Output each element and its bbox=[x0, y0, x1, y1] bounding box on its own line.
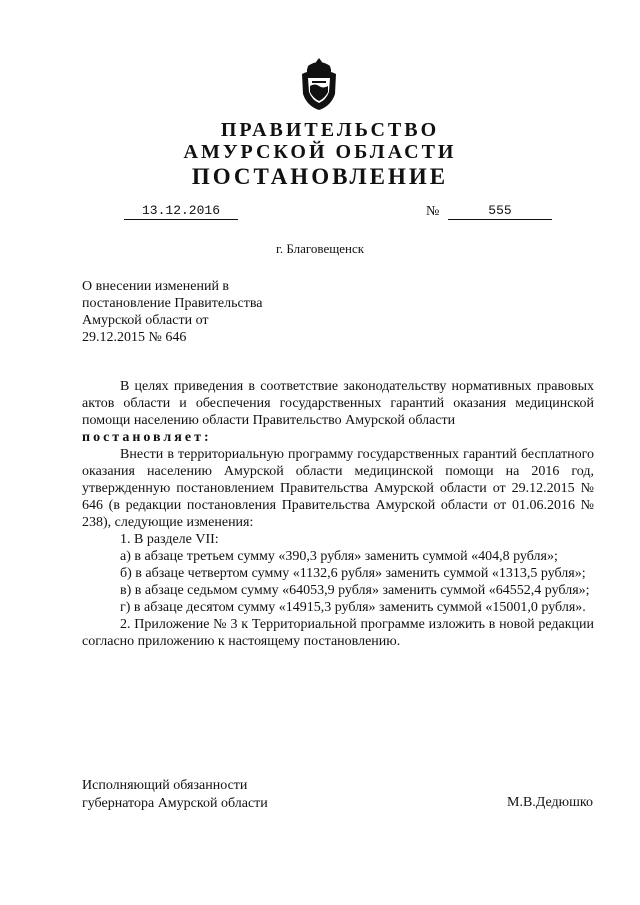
position-line: Исполняющий обязанности bbox=[82, 778, 248, 793]
intro-paragraph: В целях приведения в соответствие законодательству нормативных правовых актов области и обеспечения государственных гарантий оказания медицинской помощи населению области Правительство Амурской области bbox=[82, 379, 594, 428]
city-label: г. Благовещенск bbox=[275, 241, 365, 256]
org-name-line1: ПРАВИТЕЛЬСТВО bbox=[220, 119, 440, 141]
resolves-word: постановляет: bbox=[82, 430, 212, 445]
coat-of-arms-emblem-icon bbox=[298, 56, 340, 112]
number-sign: № bbox=[426, 204, 440, 219]
resolves-line bbox=[82, 429, 594, 446]
subject-line: постановление Правительства bbox=[82, 296, 263, 311]
main-paragraph: Внести в территориальную программу государственных гарантий бесплатного оказания населению Амурской области медицинской помощи на 2016 год, утвержденную постановлением Правительства Амурской области от 29.12.2015 № 646 (в редакции постановления Правительства Амурской области от 01.06.2016 № 238), следующие изменения: bbox=[82, 447, 594, 530]
signatory-position bbox=[82, 777, 268, 813]
item-1d: г) в абзаце десятом сумму «14915,3 рубля» заменить суммой «15001,0 рубля». bbox=[120, 600, 586, 615]
item-2: 2. Приложение № 3 к Территориальной программе изложить в новой редакции согласно приложению к настоящему постановлению. bbox=[82, 617, 594, 649]
item-1a: а) в абзаце третьем сумму «390,3 рубля» заменить суммой «404,8 рубля»; bbox=[120, 549, 558, 564]
position-line: губернатора Амурской области bbox=[82, 796, 268, 811]
document-subject bbox=[82, 278, 322, 346]
item-1c: в) в абзаце седьмом сумму «64053,9 рубля» заменить суммой «64552,4 рубля»; bbox=[120, 583, 590, 598]
subject-line: 29.12.2015 № 646 bbox=[82, 330, 187, 345]
item-1: 1. В разделе VII: bbox=[120, 532, 219, 547]
document-body bbox=[82, 378, 594, 650]
signatory-name: М.В.Дедюшко bbox=[507, 795, 593, 810]
item-1b: б) в абзаце четвертом сумму «1132,6 рубля» заменить суммой «1313,5 рубля»; bbox=[120, 566, 586, 581]
document-date: 13.12.2016 bbox=[124, 203, 238, 220]
subject-line: Амурской области от bbox=[82, 313, 209, 328]
document-number: 555 bbox=[448, 203, 552, 220]
org-name-line2: АМУРСКОЙ ОБЛАСТИ bbox=[183, 141, 457, 163]
subject-line: О внесении изменений в bbox=[82, 279, 230, 294]
document-type-title: ПОСТАНОВЛЕНИЕ bbox=[191, 164, 449, 189]
